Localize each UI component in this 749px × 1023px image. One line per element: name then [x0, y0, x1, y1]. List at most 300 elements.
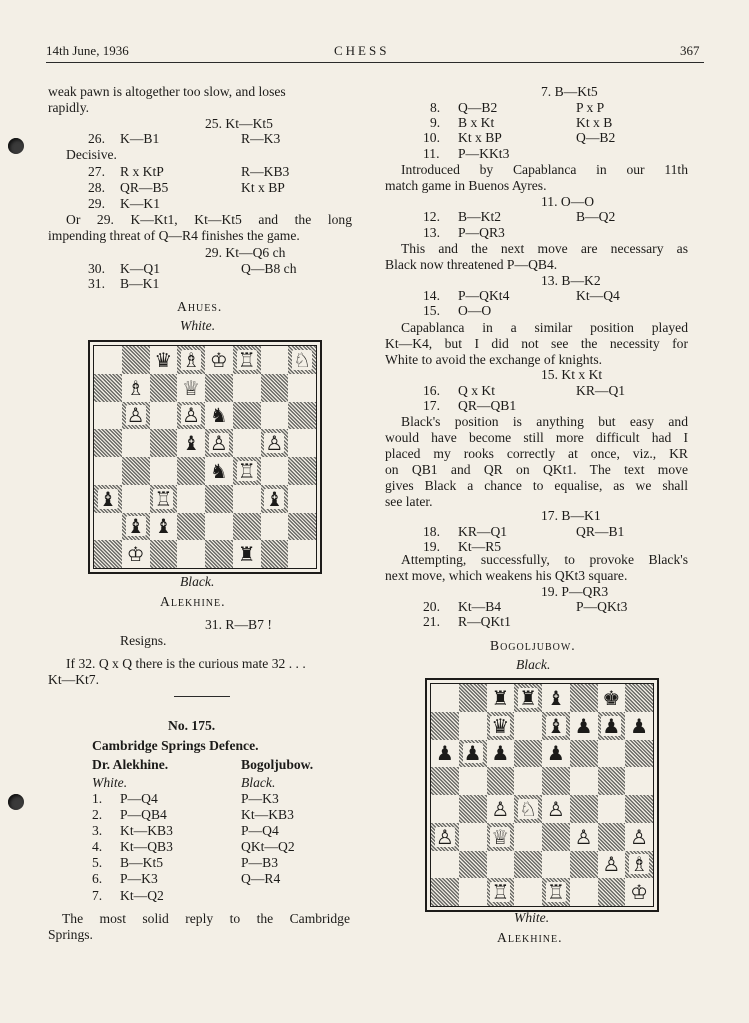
board-square: [542, 878, 570, 906]
board-square: [177, 346, 205, 374]
board-square: [625, 767, 653, 795]
move-black: 17. B—K1: [541, 508, 601, 523]
board-square: [625, 684, 653, 712]
move-number: 12.: [423, 209, 440, 224]
board-square: [205, 346, 233, 374]
board-square: [122, 513, 150, 541]
move-white: B x Kt: [458, 115, 495, 130]
resigns-text: Resigns.: [120, 633, 167, 648]
board-square: [487, 878, 515, 906]
move-number: 27.: [88, 164, 105, 179]
board-square: [177, 429, 205, 457]
board-square: [177, 485, 205, 513]
board-square: [122, 485, 150, 513]
note-text: Introduced by Capablanca in our 11th: [401, 162, 688, 177]
move-black: P—B3: [241, 855, 279, 870]
move-black: Q—R4: [241, 871, 281, 886]
move-black: Q—B8 ch: [241, 261, 297, 276]
black-bishop: ♝: [98, 486, 117, 511]
note-text: Black now threatened P—QB4.: [385, 257, 558, 272]
board-square: [542, 767, 570, 795]
board-square: [94, 540, 122, 568]
diagram-top-color: White.: [180, 318, 216, 333]
board-square: [542, 795, 570, 823]
board-square: [150, 513, 178, 541]
board-square: [459, 712, 487, 740]
move-number: 20.: [423, 599, 440, 614]
board-square: [288, 346, 316, 374]
board-square: [598, 684, 626, 712]
board-square: [459, 851, 487, 879]
white-bishop: ♗: [630, 852, 649, 877]
diagram-top-player: Ahues.: [177, 299, 223, 314]
board-square: [542, 851, 570, 879]
move-black: 25. Kt—Kt5: [205, 116, 273, 131]
board-square: [431, 767, 459, 795]
board-square: [177, 457, 205, 485]
black-knight: ♞: [209, 403, 228, 428]
black-bishop: ♝: [546, 713, 565, 738]
white-knight: ♘: [519, 796, 538, 821]
move-black: 29. Kt—Q6 ch: [205, 245, 286, 260]
note-text: This and the next move are necessary as: [401, 241, 688, 256]
move-number: 8.: [430, 100, 441, 115]
white-pawn: ♙: [182, 403, 201, 428]
board-square: [431, 851, 459, 879]
move-white: P—QR3: [458, 225, 505, 240]
note-text: match game in Buenos Ayres.: [385, 178, 547, 193]
board-square: [94, 513, 122, 541]
board-square: [288, 540, 316, 568]
move-black: R—KB3: [241, 164, 290, 179]
board-square: [233, 374, 261, 402]
black-king: ♚: [602, 685, 621, 710]
move-white: Kt—Q2: [120, 888, 164, 903]
white-player-name: Dr. Alekhine.: [92, 757, 169, 772]
note-text: Black's position is anything but easy and: [401, 414, 688, 429]
board-square: [205, 540, 233, 568]
board-square: [205, 457, 233, 485]
board-square: [459, 684, 487, 712]
board-square: [598, 878, 626, 906]
board-square: [487, 823, 515, 851]
text-line: rapidly.: [48, 100, 90, 115]
board-square: [598, 767, 626, 795]
board-square: [570, 823, 598, 851]
move-black: QKt—Q2: [241, 839, 295, 854]
board-square: [625, 878, 653, 906]
move-white: P—K3: [120, 871, 158, 886]
diagram-bottom-color: Black.: [180, 574, 215, 589]
board-square: [288, 429, 316, 457]
board-square: [487, 684, 515, 712]
board-square: [261, 513, 289, 541]
move-number: 15.: [423, 303, 440, 318]
board-square: [122, 429, 150, 457]
board-square: [122, 540, 150, 568]
board-square: [288, 402, 316, 430]
white-pawn: ♙: [546, 796, 565, 821]
move-white: Kt—KB3: [120, 823, 173, 838]
move-black: Kt x BP: [241, 180, 285, 195]
header-rule: [46, 62, 704, 63]
move-black: R—K3: [241, 131, 281, 146]
move-number: 18.: [423, 524, 440, 539]
note-text: would have become still more difficult had I: [385, 430, 688, 445]
board-square: [261, 374, 289, 402]
black-pawn: ♟: [463, 741, 482, 766]
black-bishop: ♝: [265, 486, 284, 511]
board-square: [177, 540, 205, 568]
move-white: Kt—QB3: [120, 839, 173, 854]
move-white: R—QKt1: [458, 614, 511, 629]
white-rook: ♖: [154, 486, 173, 511]
move-black: 19. P—QR3: [541, 584, 609, 599]
black-queen: ♛: [491, 713, 510, 738]
board-square: [122, 457, 150, 485]
board-square: [122, 402, 150, 430]
note-text: The most solid reply to the Cambridge: [62, 911, 350, 926]
board-square: [205, 485, 233, 513]
board-square: [150, 374, 178, 402]
white-pawn: ♙: [491, 796, 510, 821]
board-square: [598, 712, 626, 740]
board-square: [94, 346, 122, 374]
board-square: [205, 429, 233, 457]
board-square: [459, 795, 487, 823]
punch-hole-top: [8, 138, 24, 154]
board-square: [514, 795, 542, 823]
move-black: Q—B2: [576, 130, 616, 145]
move-black: 7. B—Kt5: [541, 84, 598, 99]
move-black: Kt—Q4: [576, 288, 620, 303]
note-text: impending threat of Q—R4 finishes the game.: [48, 228, 300, 243]
board-square: [487, 795, 515, 823]
move-number: 28.: [88, 180, 105, 195]
board-square: [233, 540, 261, 568]
board-square: [233, 429, 261, 457]
white-pawn: ♙: [209, 431, 228, 456]
board-square: [431, 740, 459, 768]
header-journal: CHESS: [334, 43, 390, 58]
move-black: P—Q4: [241, 823, 279, 838]
white-rook: ♖: [546, 880, 565, 905]
move-white: Kt x BP: [458, 130, 502, 145]
board-square: [150, 346, 178, 374]
board-square: [150, 429, 178, 457]
note-text: see later.: [385, 494, 433, 509]
board-square: [570, 878, 598, 906]
move-black: P—K3: [241, 791, 279, 806]
board-square: [625, 712, 653, 740]
move-black: QR—B1: [576, 524, 625, 539]
board-square: [150, 540, 178, 568]
board-square: [431, 712, 459, 740]
board-square: [205, 513, 233, 541]
board-square: [570, 712, 598, 740]
board-square: [261, 429, 289, 457]
move-white: B—Kt2: [458, 209, 502, 224]
punch-hole-bottom: [8, 794, 24, 810]
board-square: [625, 740, 653, 768]
board-square: [261, 485, 289, 513]
section-divider: [174, 696, 230, 697]
black-pawn: ♟: [546, 741, 565, 766]
board-square: [205, 374, 233, 402]
board-square: [261, 402, 289, 430]
opening-title: Cambridge Springs Defence.: [92, 738, 259, 753]
board-square: [288, 374, 316, 402]
board-square: [233, 485, 261, 513]
white-bishop: ♗: [126, 375, 145, 400]
diagram-bottom-player: Alekhine.: [497, 930, 563, 945]
move-number: 29.: [88, 196, 105, 211]
header-page-number: 367: [680, 43, 700, 58]
game-number: No. 175.: [168, 718, 216, 733]
move-black: P—QKt3: [576, 599, 628, 614]
white-pawn: ♙: [602, 852, 621, 877]
white-knight: ♘: [293, 347, 312, 372]
note-text: Attempting, successfully, to provoke Black's: [401, 552, 688, 567]
board-grid: [93, 345, 317, 569]
board-square: [122, 346, 150, 374]
move-black: 11. O—O: [541, 194, 595, 209]
move-black: 31. R—B7 !: [205, 617, 272, 632]
white-pawn: ♙: [265, 431, 284, 456]
diagram-top-player: Bogoljubow.: [490, 638, 576, 653]
board-square: [261, 540, 289, 568]
move-number: 17.: [423, 398, 440, 413]
move-white: QR—B5: [120, 180, 169, 195]
black-pawn: ♟: [574, 713, 593, 738]
move-number: 10.: [423, 130, 440, 145]
white-king: ♔: [630, 880, 649, 905]
board-square: [514, 712, 542, 740]
note-text: on QB1 and QR on QKt1. The text move: [385, 462, 688, 477]
chess-diagram-2: [425, 678, 659, 912]
white-rook: ♖: [237, 347, 256, 372]
board-square: [487, 740, 515, 768]
board-square: [459, 878, 487, 906]
board-square: [459, 823, 487, 851]
board-square: [514, 823, 542, 851]
note-text: Or 29. K—Kt1, Kt—Kt5 and the long: [66, 212, 352, 227]
move-number: 16.: [423, 383, 440, 398]
board-square: [288, 457, 316, 485]
move-number: 19.: [423, 539, 440, 554]
board-square: [487, 851, 515, 879]
board-square: [205, 402, 233, 430]
white-pawn: ♙: [630, 824, 649, 849]
move-white: K—K1: [120, 196, 161, 211]
black-bishop: ♝: [182, 431, 201, 456]
board-square: [177, 402, 205, 430]
board-square: [598, 795, 626, 823]
chess-diagram-1: [88, 340, 322, 574]
white-pawn: ♙: [435, 824, 454, 849]
move-white: R x KtP: [120, 164, 164, 179]
black-bishop: ♝: [546, 685, 565, 710]
board-square: [122, 374, 150, 402]
board-grid: [430, 683, 654, 907]
move-white: B—K1: [120, 276, 160, 291]
move-white: O—O: [458, 303, 492, 318]
board-square: [542, 823, 570, 851]
move-black: B—Q2: [576, 209, 616, 224]
black-pawn: ♟: [630, 713, 649, 738]
black-rook: ♜: [519, 685, 538, 710]
move-number: 1.: [92, 791, 103, 806]
diagram-top-color: Black.: [516, 657, 551, 672]
board-square: [177, 513, 205, 541]
move-number: 2.: [92, 807, 103, 822]
move-white: Q—B2: [458, 100, 498, 115]
move-white: Kt—B4: [458, 599, 502, 614]
white-queen: ♕: [491, 824, 510, 849]
move-white: P—Q4: [120, 791, 158, 806]
move-white: B—Kt5: [120, 855, 164, 870]
board-square: [542, 684, 570, 712]
text-line: weak pawn is altogether too slow, and loses: [48, 84, 286, 99]
board-square: [233, 457, 261, 485]
black-bishop: ♝: [154, 514, 173, 539]
board-square: [94, 429, 122, 457]
move-number: 31.: [88, 276, 105, 291]
diagram-bottom-player: Alekhine.: [160, 594, 226, 609]
move-number: 21.: [423, 614, 440, 629]
white-pawn: ♙: [574, 824, 593, 849]
board-square: [542, 712, 570, 740]
note-text: White to avoid the exchange of knights.: [385, 352, 603, 367]
move-black: Kt—KB3: [241, 807, 294, 822]
white-label: White.: [92, 775, 128, 790]
white-king: ♔: [209, 347, 228, 372]
move-white: QR—QB1: [458, 398, 517, 413]
move-number: 13.: [423, 225, 440, 240]
board-square: [150, 485, 178, 513]
note-text: Kt—K4, but I did not see the necessity for: [385, 336, 688, 351]
move-white: Kt—R5: [458, 539, 502, 554]
board-square: [598, 740, 626, 768]
board-square: [598, 823, 626, 851]
move-white: K—Q1: [120, 261, 161, 276]
move-white: K—B1: [120, 131, 160, 146]
board-square: [233, 513, 261, 541]
note-text: placed my rooks correctly at once, viz., KR: [385, 446, 688, 461]
board-square: [514, 767, 542, 795]
white-pawn: ♙: [126, 403, 145, 428]
move-black: P x P: [576, 100, 605, 115]
move-white: Q x Kt: [458, 383, 496, 398]
board-square: [514, 740, 542, 768]
white-queen: ♕: [182, 375, 201, 400]
diagram-bottom-color: White.: [514, 910, 550, 925]
black-rook: ♜: [491, 685, 510, 710]
header-date: 14th June, 1936: [46, 43, 129, 58]
board-square: [487, 712, 515, 740]
move-number: 30.: [88, 261, 105, 276]
move-black: KR—Q1: [576, 383, 626, 398]
board-square: [94, 402, 122, 430]
white-rook: ♖: [491, 880, 510, 905]
board-square: [431, 795, 459, 823]
board-square: [150, 402, 178, 430]
move-black: 13. B—K2: [541, 273, 601, 288]
board-square: [150, 457, 178, 485]
note-text: Springs.: [48, 927, 93, 942]
move-number: 26.: [88, 131, 105, 146]
black-pawn: ♟: [435, 741, 454, 766]
board-square: [94, 457, 122, 485]
white-king: ♔: [126, 542, 145, 567]
board-square: [570, 684, 598, 712]
board-square: [570, 851, 598, 879]
black-rook: ♜: [237, 542, 256, 567]
note-text: If 32. Q x Q there is the curious mate 32 . . .: [66, 656, 306, 671]
board-square: [487, 767, 515, 795]
board-square: [431, 684, 459, 712]
board-square: [570, 767, 598, 795]
black-queen: ♛: [154, 347, 173, 372]
move-number: 4.: [92, 839, 103, 854]
board-square: [288, 513, 316, 541]
board-square: [514, 851, 542, 879]
board-square: [542, 740, 570, 768]
board-square: [459, 767, 487, 795]
board-square: [570, 740, 598, 768]
board-square: [431, 878, 459, 906]
move-black: 15. Kt x Kt: [541, 367, 603, 382]
black-knight: ♞: [209, 458, 228, 483]
board-square: [514, 684, 542, 712]
board-square: [459, 740, 487, 768]
note-text: gives Black a chance to equalise, as we shall: [385, 478, 688, 493]
board-square: [94, 374, 122, 402]
board-square: [570, 795, 598, 823]
move-number: 9.: [430, 115, 441, 130]
black-label: Black.: [241, 775, 276, 790]
move-number: 6.: [92, 871, 103, 886]
board-square: [431, 823, 459, 851]
board-square: [288, 485, 316, 513]
move-white: KR—Q1: [458, 524, 508, 539]
board-square: [598, 851, 626, 879]
note-text: Kt—Kt7.: [48, 672, 99, 687]
board-square: [233, 402, 261, 430]
black-player-name: Bogoljubow.: [241, 757, 314, 772]
board-square: [233, 346, 261, 374]
board-square: [514, 878, 542, 906]
move-white: P—QKt4: [458, 288, 510, 303]
move-black: Kt x B: [576, 115, 613, 130]
board-square: [625, 795, 653, 823]
move-number: 7.: [92, 888, 103, 903]
note-text: Decisive.: [66, 147, 117, 162]
board-square: [625, 851, 653, 879]
move-number: 11.: [423, 146, 440, 161]
move-number: 14.: [423, 288, 440, 303]
board-square: [261, 346, 289, 374]
move-number: 5.: [92, 855, 103, 870]
move-white: P—QB4: [120, 807, 167, 822]
move-white: P—KKt3: [458, 146, 510, 161]
board-square: [94, 485, 122, 513]
board-square: [625, 823, 653, 851]
white-bishop: ♗: [182, 347, 201, 372]
white-rook: ♖: [237, 458, 256, 483]
black-pawn: ♟: [602, 713, 621, 738]
black-bishop: ♝: [126, 514, 145, 539]
